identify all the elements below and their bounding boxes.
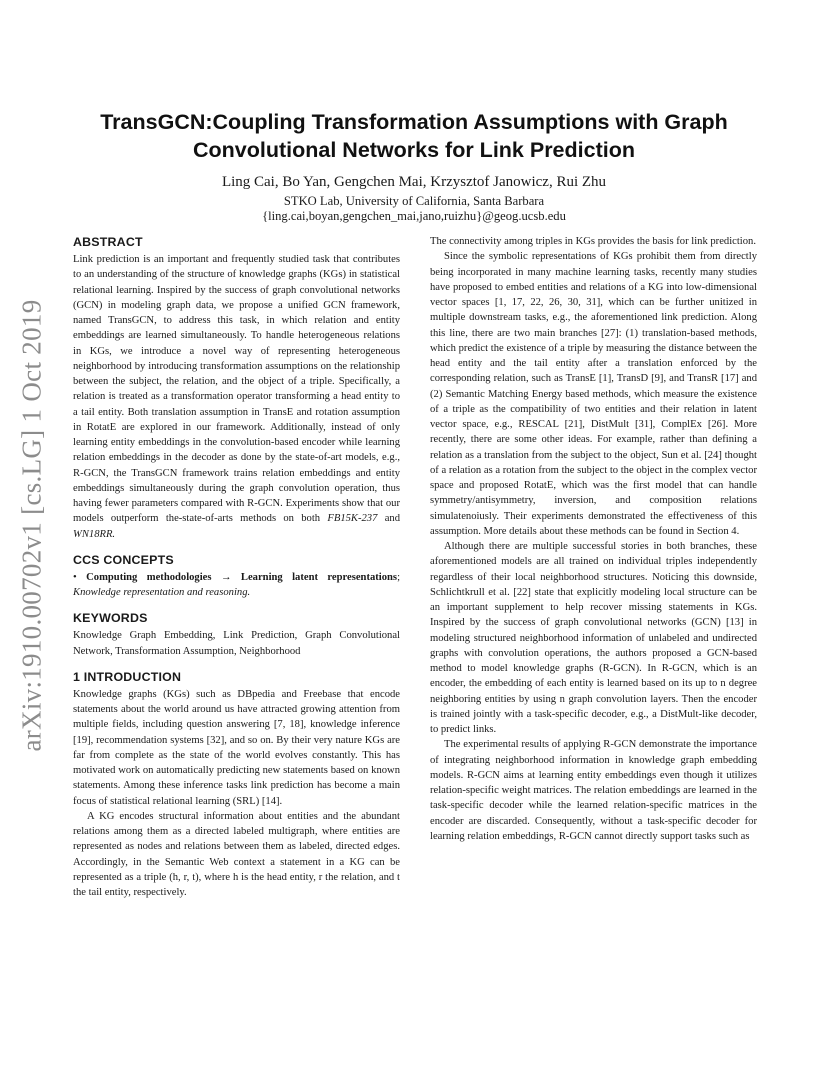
intro-paragraph-6: The experimental results of applying R-GCN demonstrate the importance of integrating neighborhood information in knowledge graph embedding models. R-GCN aims at learning entity embeddings even though it utilizes relation-specific weight matrices. The relation embeddings are learned in the task-specific decoder while the learned relation-specific matrices in the encoder are discarded. Consequently, without a task-specific decoder for learning relation embeddings, R-GCN cannot directly support tasks such as: [430, 739, 757, 842]
title-line-1: TransGCN:Coupling Transformation Assumptions with Graph: [100, 110, 728, 134]
intro-paragraph-1: Knowledge graphs (KGs) such as DBpedia and Freebase that encode statements about the world around us have attracted growing attention from multiple fields, including question answering [7, 18], knowledge inference [19], recommendation systems [32], and so on. By their very nature KGs are far from complete as the state of the world evolves constantly. This has motivated work on automatically predicting new statements based on known statements. Among these inference tasks link prediction has become a main focus of statistical relational learning (SRL) [14].: [73, 688, 400, 807]
ccs-concepts: [73, 570, 400, 601]
intro-paragraph-4: Since the symbolic representations of KGs prohibit them from directly being incorporated in many machine learning tasks, recently many studies have proposed to embed entities and relations of a KG into low-dimensional vector spaces [1, 17, 22, 26, 30, 31], which can be further unitized in multiple downstream tasks, e.g., the aforementioned link prediction. Along this line, there are two main branches [27]: (1) translation-based methods, which predict the existence of a triple by measuring the distance between the head entity and the tail entity after a translation enforced by the corresponding relation, such as TransE [1], TransD [9], and TransR [17] and (2) Semantic Matching Energy based methods, which measure the existence of a triple as the compatibility of two entities and their relation in latent vector space, e.g., RESCAL [21], DistMult [31], ComplEx [26]. More recently, there are some other ideas. For example, rather than defining a relation as a translation from the subject to the object, Sun et al. [24] thought of a relation as a rotation from the subject to the object in the complex vector space and proposed RotatE, which was the first model that can handle symmetry/antisymmetry, inversion, and composition relations simulatenoiusly. Their experiments demonstrated the effectiveness of this assumption. More details about these methods can be found in Section 4.: [430, 251, 757, 537]
dataset-fb15k: FB15K-237: [327, 513, 378, 525]
ccs-concept-secondary: Knowledge representation and reasoning.: [73, 587, 251, 598]
ccs-bullet: •: [73, 571, 77, 583]
introduction-heading: 1 INTRODUCTION: [73, 669, 182, 684]
author-emails: {ling.cai,boyan,gengchen_mai,jano,ruizhu}@geog.ucsb.edu: [262, 209, 566, 223]
keywords-text: Knowledge Graph Embedding, Link Prediction, Graph Convolutional Network, Transformation Assumption, Neighborhood: [73, 630, 400, 657]
ccs-concept-primary: Computing methodologies → Learning latent representations: [86, 571, 398, 583]
paper-title: [60, 108, 768, 164]
title-line-2: Convolutional Networks for Link Prediction: [193, 138, 635, 162]
right-column: [430, 234, 757, 844]
intro-paragraph-2: A KG encodes structural information about entities and the abundant relations among them as a directed labeled multigraph, where entities are represented as nodes and relations between them as labeled, directed edges. Accordingly, in the Semantic Web context a statement in a KG can be represented as a triple (h, r, t), where h is the head entity, r the relation, and t the tail entity, respectively.: [73, 810, 400, 898]
ccs-separator: ;: [397, 571, 401, 583]
intro-paragraph-5: Although there are multiple successful stories in both branches, these aforementioned models are all trained on individual triples independently regardless of their local neighborhood structures. Noticing this downside, Schlichtkrull et al. [22] state that explicitly modeling local structure can be an important supplement to help recover missing statements in KGs. Inspired by the success of graph convolutional networks (GCN) [13] in modeling structured neighborhood information of unlabeled and undirected graphs with convolution operations, the authors proposed a GCN-based method to model knowledge graphs (R-GCN). In R-GCN, which is an encoder, the embedding of each entity is learned based on its up to n degree neighboring entities by using n graph convolution layers. Then the encoder is trained jointly with a task-specific decoder, e.g., a DistMult-like decoder, to predict links.: [430, 541, 757, 735]
ccs-heading: CCS CONCEPTS: [73, 552, 174, 567]
arxiv-stamp-text: arXiv:1910.00702v1 [cs.LG] 1 Oct 2019: [16, 298, 47, 752]
dataset-wn18rr: WN18RR.: [73, 528, 116, 540]
keywords-heading: KEYWORDS: [73, 611, 148, 626]
left-column: [73, 234, 400, 900]
abstract-text: Link prediction is an important and frequently studied task that contributes to an understanding of the structure of knowledge graphs (KGs) in statistical relational learning. Inspired by the success of graph convolutional networks (GCN) in modeling graph data, we propose a unified GCN framework, named TransGCN, to address this task, in which relation and entity embeddings are learned simultaneously. To handle heterogeneous relations in KGs, we introduce a novel way of representing heterogeneous neighborhood by introducing transformation assumptions on the relationship between the subject, the relation, and the object of a triple. Specifically, a relation is treated as a transformation operator transforming a head entity to a tail entity. Both translation assumption in TransE and rotation assumption in RotatE are explored in our framework. Additionally, instead of only learning entity embeddings in the convolution-based encoder while learning relation embeddings in the decoder as done by the state-of-art models, e.g., R-GCN, the TransGCN framework trains relation embeddings and entity embeddings simultaneously during the graph convolution operation, thus having fewer parameters compared with R-GCN. Experiments show that our models outperform the-state-of-arts methods on both: [73, 254, 400, 525]
abstract-body: [73, 252, 400, 542]
intro-paragraph-3: The connectivity among triples in KGs provides the basis for link prediction.: [430, 236, 756, 247]
author-list: Ling Cai, Bo Yan, Gengchen Mai, Krzysztof Janowicz, Rui Zhu: [221, 174, 607, 190]
abstract-and: and: [384, 513, 400, 525]
affiliation: STKO Lab, University of California, Santa Barbara: [283, 194, 545, 208]
abstract-heading: ABSTRACT: [73, 235, 143, 249]
arxiv-identifier-stamp: [12, 290, 52, 760]
